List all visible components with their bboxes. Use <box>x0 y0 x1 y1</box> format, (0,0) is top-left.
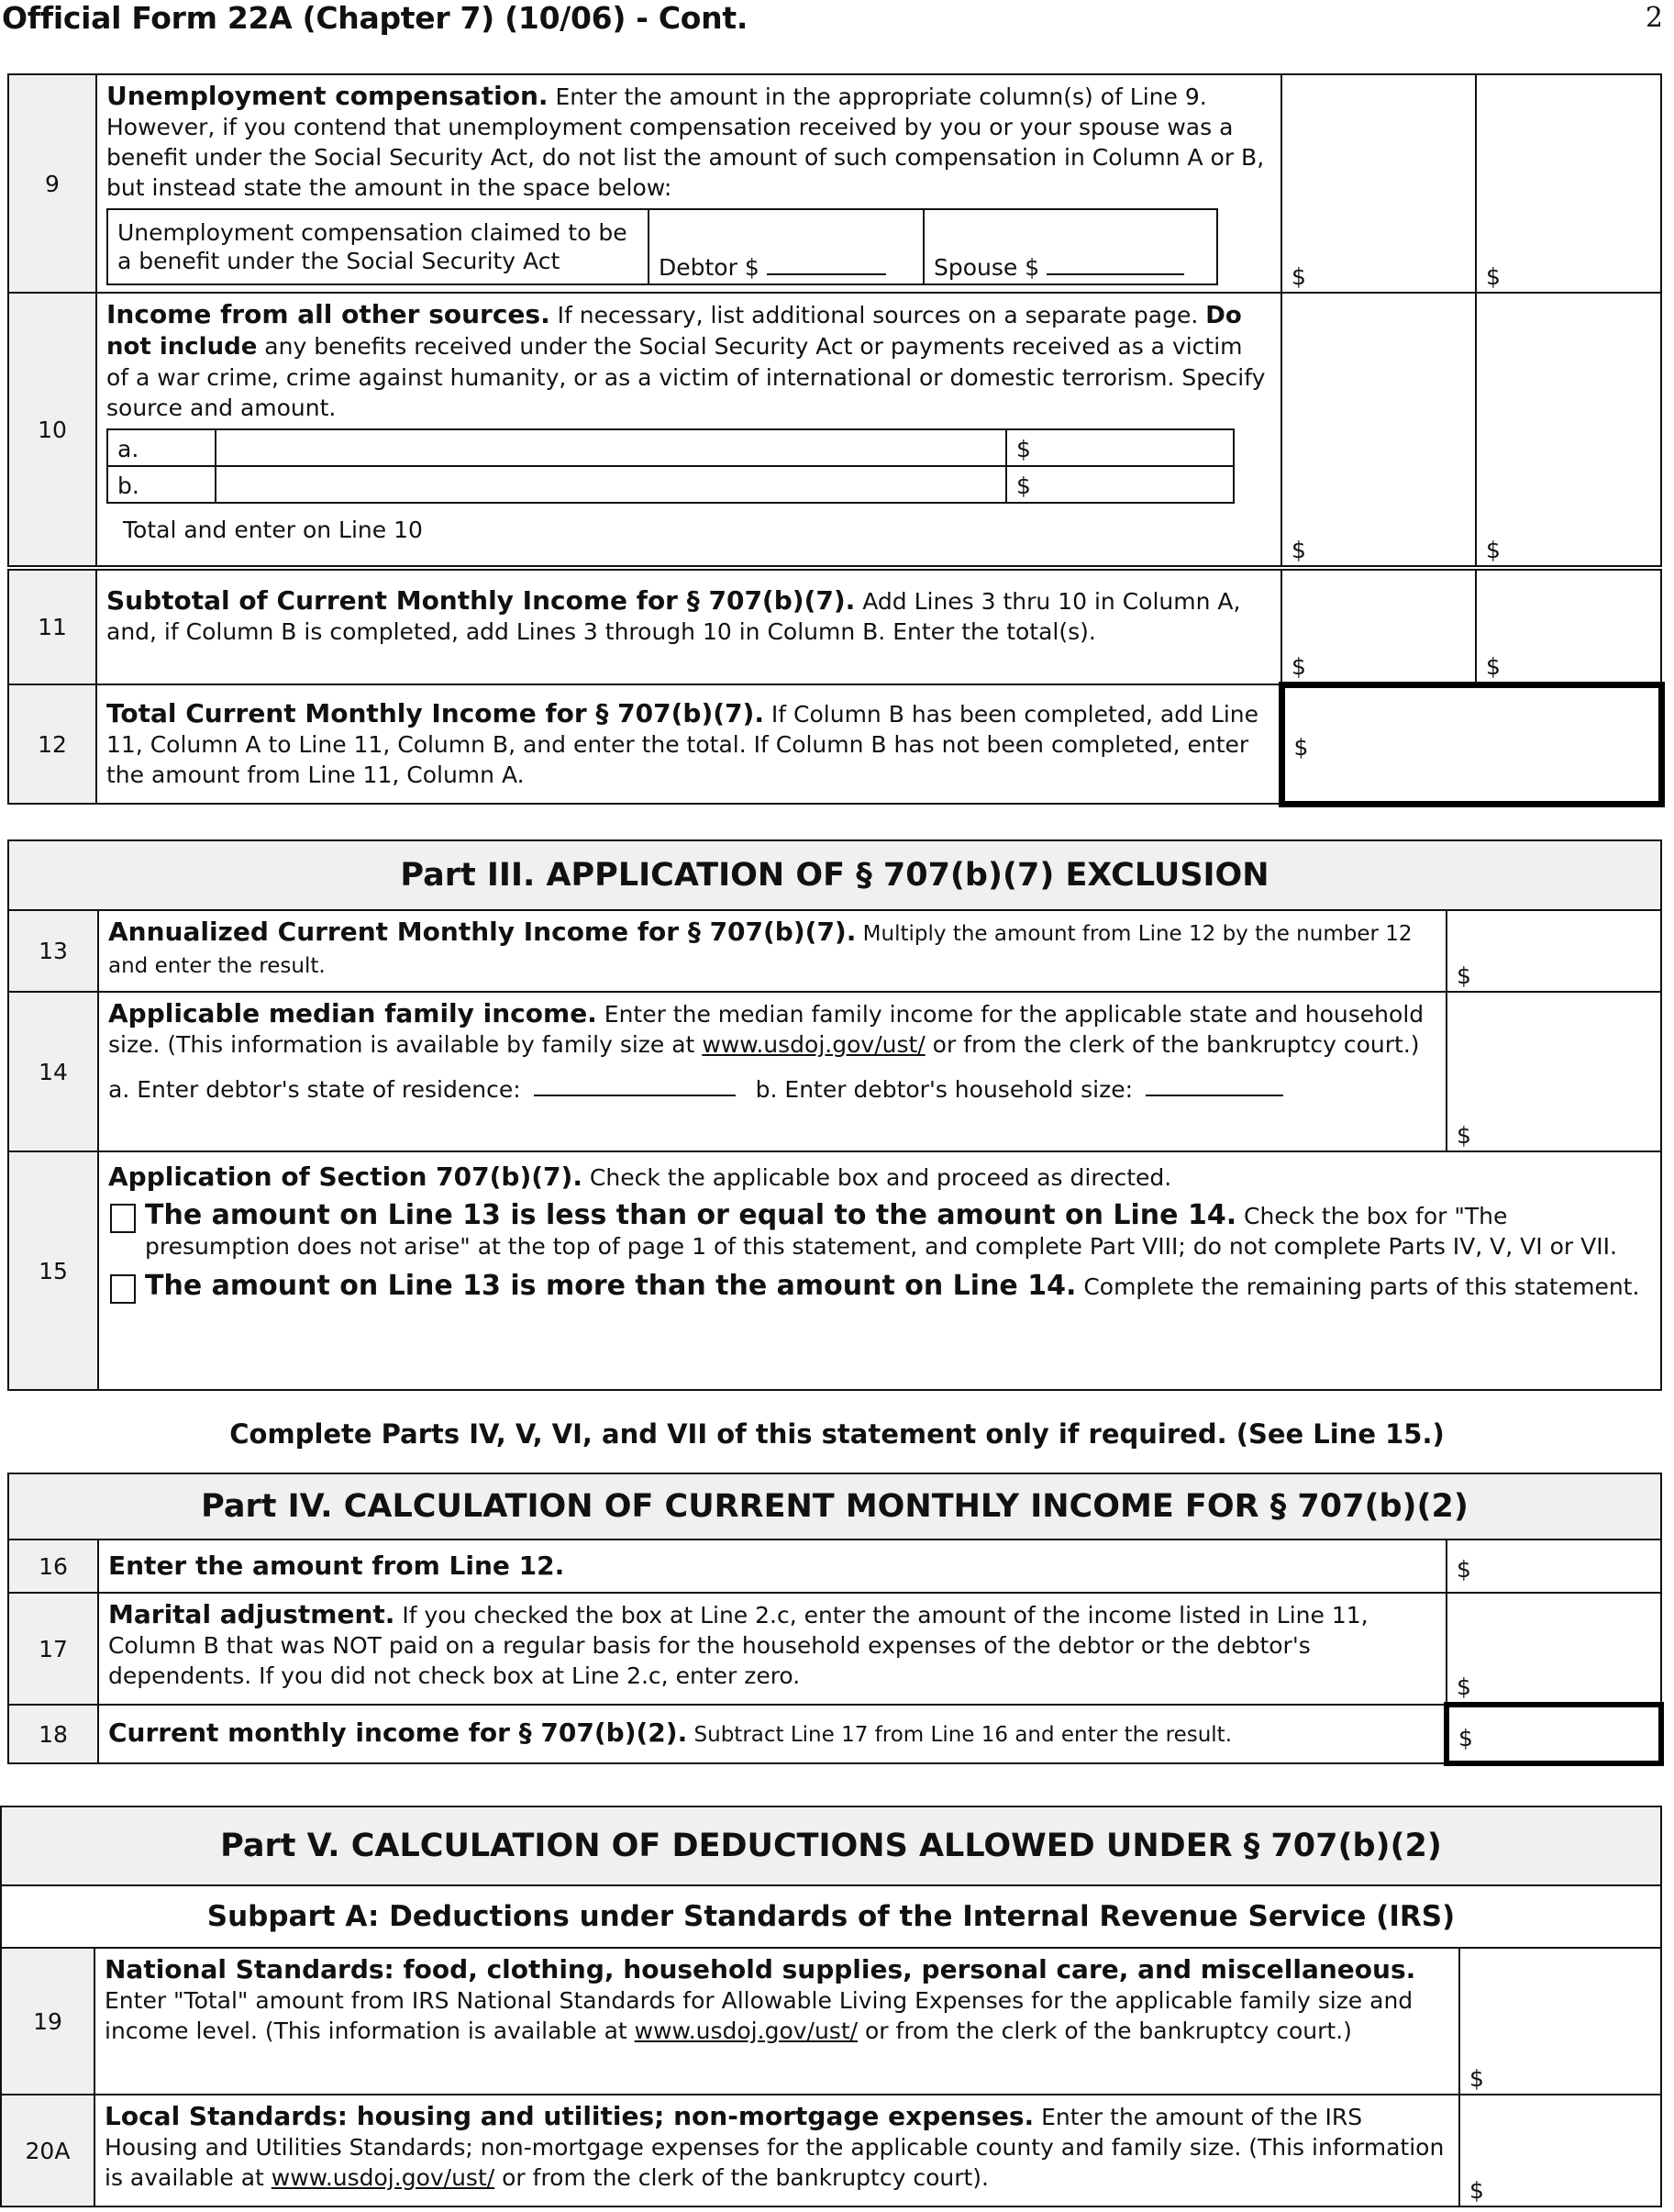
amount-input[interactable] <box>1006 429 1234 466</box>
option-more-than[interactable] <box>108 1271 1651 1304</box>
dollar-sign: $ <box>1469 2065 1484 2092</box>
page-number: 2 <box>1645 2 1663 34</box>
usdoj-link[interactable]: www.usdoj.gov/ust/ <box>271 2164 495 2191</box>
line-20a-row <box>1 2095 1661 2206</box>
part-4-heading: Part IV. CALCULATION OF CURRENT MONTHLY INCOME FOR § 707(b)(2) <box>8 1473 1661 1540</box>
line-17-row <box>8 1593 1661 1705</box>
line-19-row <box>1 1948 1661 2095</box>
line-16-amount[interactable] <box>1447 1540 1661 1593</box>
line-number: 20A <box>1 2095 94 2206</box>
part-3-heading: Part III. APPLICATION OF § 707(b)(7) EXCLUSION <box>8 840 1661 910</box>
line-19-description <box>94 1948 1459 2095</box>
line-11-column-a[interactable] <box>1281 570 1476 684</box>
line-heading: Current monthly income for § 707(b)(2). <box>108 1717 688 1748</box>
line-heading: Enter the amount from Line 12. <box>108 1551 565 1581</box>
line-text: Subtract Line 17 from Line 16 and enter the result. <box>687 1723 1233 1747</box>
line-14-description <box>98 992 1447 1151</box>
line-18-description <box>98 1705 1447 1763</box>
subpart-a-heading: Subpart A: Deductions under Standards of the Internal Revenue Service (IRS) <box>1 1885 1661 1948</box>
other-income-row-a <box>107 429 1234 466</box>
line-number: 15 <box>8 1151 98 1390</box>
dollar-sign: $ <box>1457 1556 1471 1583</box>
unemployment-claim-table <box>106 208 1218 285</box>
line-number: 12 <box>8 684 96 804</box>
row-label: a. <box>107 429 216 466</box>
line-10-column-b[interactable] <box>1476 293 1661 566</box>
household-size-label: b. Enter debtor's household size: <box>755 1076 1133 1103</box>
line-20a-amount[interactable] <box>1459 2095 1661 2206</box>
line-text: If necessary, list additional sources on a separate page. <box>549 302 1206 328</box>
line-heading: Income from all other sources. <box>106 299 550 329</box>
line-number: 16 <box>8 1540 98 1593</box>
dollar-sign: $ <box>1469 2177 1484 2204</box>
line-number: 13 <box>8 910 98 992</box>
line-heading: Applicable median family income. <box>108 998 597 1028</box>
income-table <box>7 73 1665 807</box>
dollar-sign: $ <box>1486 537 1501 563</box>
line-10-column-a[interactable] <box>1281 293 1476 566</box>
line-text: Check the applicable box and proceed as directed. <box>582 1164 1172 1191</box>
state-of-residence-input[interactable] <box>534 1074 736 1096</box>
line-heading: Subtotal of Current Monthly Income for § 707(b)(7). <box>106 585 856 616</box>
part-3-table <box>7 839 1662 1391</box>
checkbox-less-or-equal[interactable] <box>110 1204 136 1233</box>
line-11-row <box>8 570 1661 684</box>
source-input[interactable] <box>216 429 1006 466</box>
option-less-or-equal[interactable] <box>108 1200 1651 1262</box>
line-20a-description <box>94 2095 1459 2206</box>
usdoj-link[interactable]: www.usdoj.gov/ust/ <box>634 2017 859 2044</box>
other-income-table <box>106 428 1235 504</box>
line-text: Add Lines 3 thru 10 in Column A, and, if Column B is completed, add Lines 3 through 10 in Column B. Enter the total(s). <box>106 588 1241 645</box>
line-text: Enter the median family income for the applicable state and household size. (This information is available by family size at <box>108 1001 1425 1058</box>
line-14-amount[interactable] <box>1447 992 1661 1151</box>
dollar-sign: $ <box>1457 1673 1471 1700</box>
checkbox-more-than[interactable] <box>110 1274 136 1304</box>
usdoj-link[interactable]: www.usdoj.gov/ust/ <box>702 1031 926 1058</box>
line-17-amount[interactable] <box>1447 1593 1661 1705</box>
line-text: Multiply the amount from Line 12 by the number 12 and enter the result. <box>108 922 1413 978</box>
complete-parts-note: Complete Parts IV, V, VI, and VII of this statement only if required. (See Line 15.) <box>229 1418 1445 1450</box>
line-number: 10 <box>8 293 96 566</box>
row-label: b. <box>107 466 216 503</box>
spouse-amount-field[interactable] <box>924 209 1217 284</box>
line-9-column-b[interactable] <box>1476 74 1661 293</box>
spouse-amount-input[interactable] <box>1047 253 1184 275</box>
line-12-row <box>8 684 1661 804</box>
part-5-table <box>0 1806 1662 2207</box>
household-size-input[interactable] <box>1146 1074 1283 1096</box>
line-heading: Total Current Monthly Income for § 707(b)(7). <box>106 698 764 728</box>
line-heading: Local Standards: housing and utilities; non-mortgage expenses. <box>105 2101 1035 2131</box>
line-18-row <box>8 1705 1661 1763</box>
debtor-amount-field[interactable] <box>649 209 924 284</box>
spouse-label: Spouse $ <box>934 254 1040 281</box>
line-16-description <box>98 1540 1447 1593</box>
line-heading: Unemployment compensation. <box>106 81 549 111</box>
source-input[interactable] <box>216 466 1006 503</box>
line-9-description <box>96 74 1281 293</box>
state-label: a. Enter debtor's state of residence: <box>108 1076 521 1103</box>
line-12-total-field[interactable] <box>1281 684 1661 804</box>
line-10-row <box>8 293 1661 566</box>
line-13-row <box>8 910 1661 992</box>
line-16-row <box>8 1540 1661 1593</box>
line-number: 19 <box>1 1948 94 2095</box>
line-12-description <box>96 684 1281 804</box>
dollar-sign: $ <box>1292 652 1306 680</box>
line-13-description <box>98 910 1447 992</box>
part-5-heading: Part V. CALCULATION OF DEDUCTIONS ALLOWED UNDER § 707(b)(2) <box>1 1806 1661 1885</box>
line-number: 11 <box>8 570 96 684</box>
line-text: If you checked the box at Line 2.c, enter the amount of the income listed in Line 11, Column B that was NOT paid on a regular basis for the household expenses of the debtor or the debtor's dependents. If you did not check box at Line 2.c, enter zero. <box>108 1602 1369 1689</box>
line-17-description <box>98 1593 1447 1705</box>
line-15-row <box>8 1151 1661 1390</box>
line-heading: Annualized Current Monthly Income for § 707(b)(7). <box>108 917 857 947</box>
dollar-sign: $ <box>1292 263 1306 290</box>
dollar-sign: $ <box>1293 733 1309 761</box>
option-text: Check the box for "The presumption does not arise" at the top of page 1 of this statement, and complete Part VIII; do not complete Parts IV, V, VI or VII. <box>145 1203 1617 1260</box>
dollar-sign: $ <box>1486 263 1501 290</box>
line-9-column-a[interactable] <box>1281 74 1476 293</box>
line-text: or from the clerk of the bankruptcy court.) <box>925 1031 1420 1058</box>
total-instruction: Total and enter on Line 10 <box>123 517 423 543</box>
part-4-table <box>7 1473 1664 1766</box>
line-11-column-b[interactable] <box>1476 570 1661 684</box>
line-11-description <box>96 570 1281 684</box>
dollar-sign: $ <box>1458 1725 1473 1751</box>
line-number: 14 <box>8 992 98 1151</box>
line-text: or from the clerk of the bankruptcy court.) <box>858 2017 1352 2044</box>
line-text: any benefits received under the Social Security Act or payments received as a victim of a war crime, crime against humanity, or as a victim of international or domestic terrorism. Specify source and amount. <box>106 333 1266 421</box>
line-text: If Column B has been completed, add Line 11, Column A to Line 11, Column B, and enter the total. If Column B has not been completed, enter the amount from Line 11, Column A. <box>106 701 1259 788</box>
dollar-sign: $ <box>1016 436 1031 462</box>
option-text: Complete the remaining parts of this statement. <box>1076 1273 1640 1300</box>
line-text: Enter the amount in the appropriate column(s) of Line 9. However, if you contend that unemployment compensation received by you or your spouse was a benefit under the Social Security Act, do not list the amount of such compensation in Column A or B, but instead state the amount in the space below: <box>106 83 1265 201</box>
dollar-sign: $ <box>1457 962 1471 989</box>
amount-input[interactable] <box>1006 466 1234 503</box>
line-19-amount[interactable] <box>1459 1948 1661 2095</box>
line-text: or from the clerk of the bankruptcy court). <box>494 2164 990 2191</box>
line-15-description <box>98 1151 1661 1390</box>
line-13-amount[interactable] <box>1447 910 1661 992</box>
line-number: 17 <box>8 1593 98 1705</box>
dollar-sign: $ <box>1486 652 1501 680</box>
line-number: 9 <box>8 74 96 293</box>
line-9-row <box>8 74 1661 293</box>
line-14-row <box>8 992 1661 1151</box>
dollar-sign: $ <box>1457 1122 1471 1149</box>
dollar-sign: $ <box>1016 472 1031 499</box>
form-title: Official Form 22A (Chapter 7) (10/06) - Cont. <box>2 0 748 36</box>
line-10-description <box>96 293 1281 566</box>
dollar-sign: $ <box>1292 537 1306 563</box>
debtor-label: Debtor $ <box>659 254 759 281</box>
line-text: Enter "Total" amount from IRS National Standards for Allowable Living Expenses for the applicable family size and income level. (This information is available at <box>105 1987 1413 2044</box>
line-emphasis: Do not include <box>106 302 1242 361</box>
line-heading: National Standards: food, clothing, household supplies, personal care, and miscellaneous. <box>105 1954 1416 1984</box>
line-heading: Marital adjustment. <box>108 1599 395 1629</box>
claim-label: Unemployment compensation claimed to be a benefit under the Social Security Act <box>107 209 649 284</box>
line-heading: Application of Section 707(b)(7). <box>108 1162 582 1192</box>
other-income-row-b <box>107 466 1234 503</box>
line-18-amount[interactable] <box>1447 1705 1661 1763</box>
debtor-amount-input[interactable] <box>767 253 886 275</box>
option-heading: The amount on Line 13 is less than or equal to the amount on Line 14. <box>145 1199 1237 1231</box>
line-text: Enter the amount of the IRS Housing and Utilities Standards; non-mortgage expenses for the applicable county and family size. (This information is available at <box>105 2104 1445 2191</box>
option-heading: The amount on Line 13 is more than the amount on Line 14. <box>145 1270 1077 1302</box>
line-number: 18 <box>8 1705 98 1763</box>
